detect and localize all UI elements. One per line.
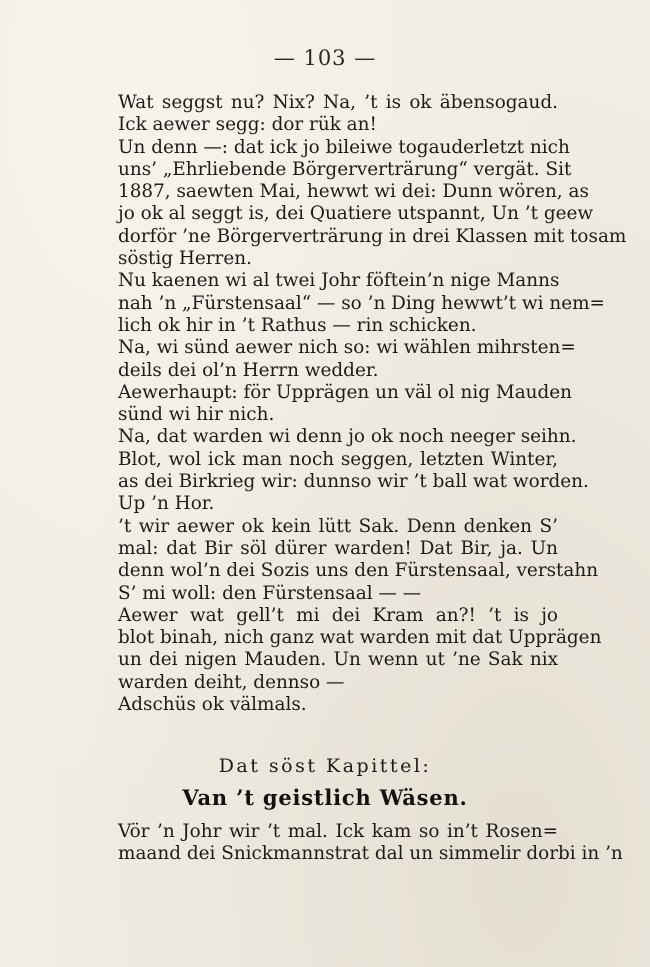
body-text-top (118, 92, 627, 716)
text-line: dorför ’ne Börgerverträrung in drei Klassen mit tosam (118, 225, 627, 247)
text-line: Up ’n Hor. (118, 493, 215, 515)
text-line: Na, dat warden wi denn jo ok noch neeger seihn. (118, 426, 577, 448)
text-line: Wat seggst nu? Nix? Na, ’t is ok äbensogaud. (118, 92, 558, 113)
chapter-label: Dat söst Kapittel: (218, 755, 432, 777)
text-line: Nu kaenen wi al twei Johr föftein’n nige Manns (118, 270, 560, 292)
text-line: Aewerhaupt: för Upprägen un väl ol nig Mauden (118, 381, 573, 403)
text-line: 1887, saewten Mai, hewwt wi dei: Dunn wören, as (118, 181, 589, 203)
chapter-title: Van ’t geistlich Wäsen. (182, 785, 468, 810)
text-line: Vör ’n Johr wir ’t mal. Ick kam so in’t Rosen= (118, 821, 558, 842)
text-line: as dei Birkrieg wir: dunnso wir ’t ball wat worden. (118, 471, 589, 493)
body-text-bottom (118, 821, 623, 866)
text-line: söstig Herren. (118, 248, 252, 270)
text-line: jo ok al seggt is, dei Quatiere utspannt, Un ’t geew (118, 203, 594, 225)
text-line: Adschüs ok välmals. (118, 694, 307, 716)
text-line: denn wol’n dei Sozis uns den Fürstensaal, verstahn (118, 560, 599, 582)
text-line: S’ mi woll: den Fürstensaal — — (118, 582, 422, 604)
text-line: ’t wir aewer ok kein lütt Sak. Denn denken S’ (118, 515, 558, 537)
text-line: deils dei ol’n Herrn wedder. (118, 359, 379, 381)
text-line: mal: dat Bir söl dürer warden! Dat Bir, ja. Un (118, 537, 558, 559)
text-line: Un denn —: dat ick jo bileiwe togauderletzt nich (118, 136, 570, 158)
text-line: Ick aewer segg: dor rük an! (118, 114, 377, 136)
text-line: un dei nigen Mauden. Un wenn ut ’ne Sak nix (118, 649, 558, 671)
text-line: sünd wi hir nich. (118, 404, 275, 426)
text-line: Aewer wat gell’t mi dei Kram an?! ’t is jo (118, 604, 558, 626)
text-line: lich ok hir in ’t Rathus — rin schicken. (118, 314, 477, 336)
text-line: Na, wi sünd aewer nich so: wi wählen mihrsten= (118, 337, 576, 359)
text-line: Blot, wol ick man noch seggen, letzten Winter, (118, 448, 558, 470)
text-line: warden deiht, dennso — (118, 671, 345, 693)
text-line: uns’ „Ehrliebende Börgerverträrung“ vergät. Sit (118, 158, 572, 180)
text-line: nah ’n „Fürstensaal“ — so ’n Ding hewwt’t wi nem= (118, 292, 605, 314)
page-number: — 103 — (273, 46, 377, 70)
text-line: blot binah, nich ganz wat warden mit dat Upprägen (118, 627, 602, 649)
text-line: maand dei Snickmannstrat dal un simmelir dorbi in ’n (118, 843, 623, 865)
